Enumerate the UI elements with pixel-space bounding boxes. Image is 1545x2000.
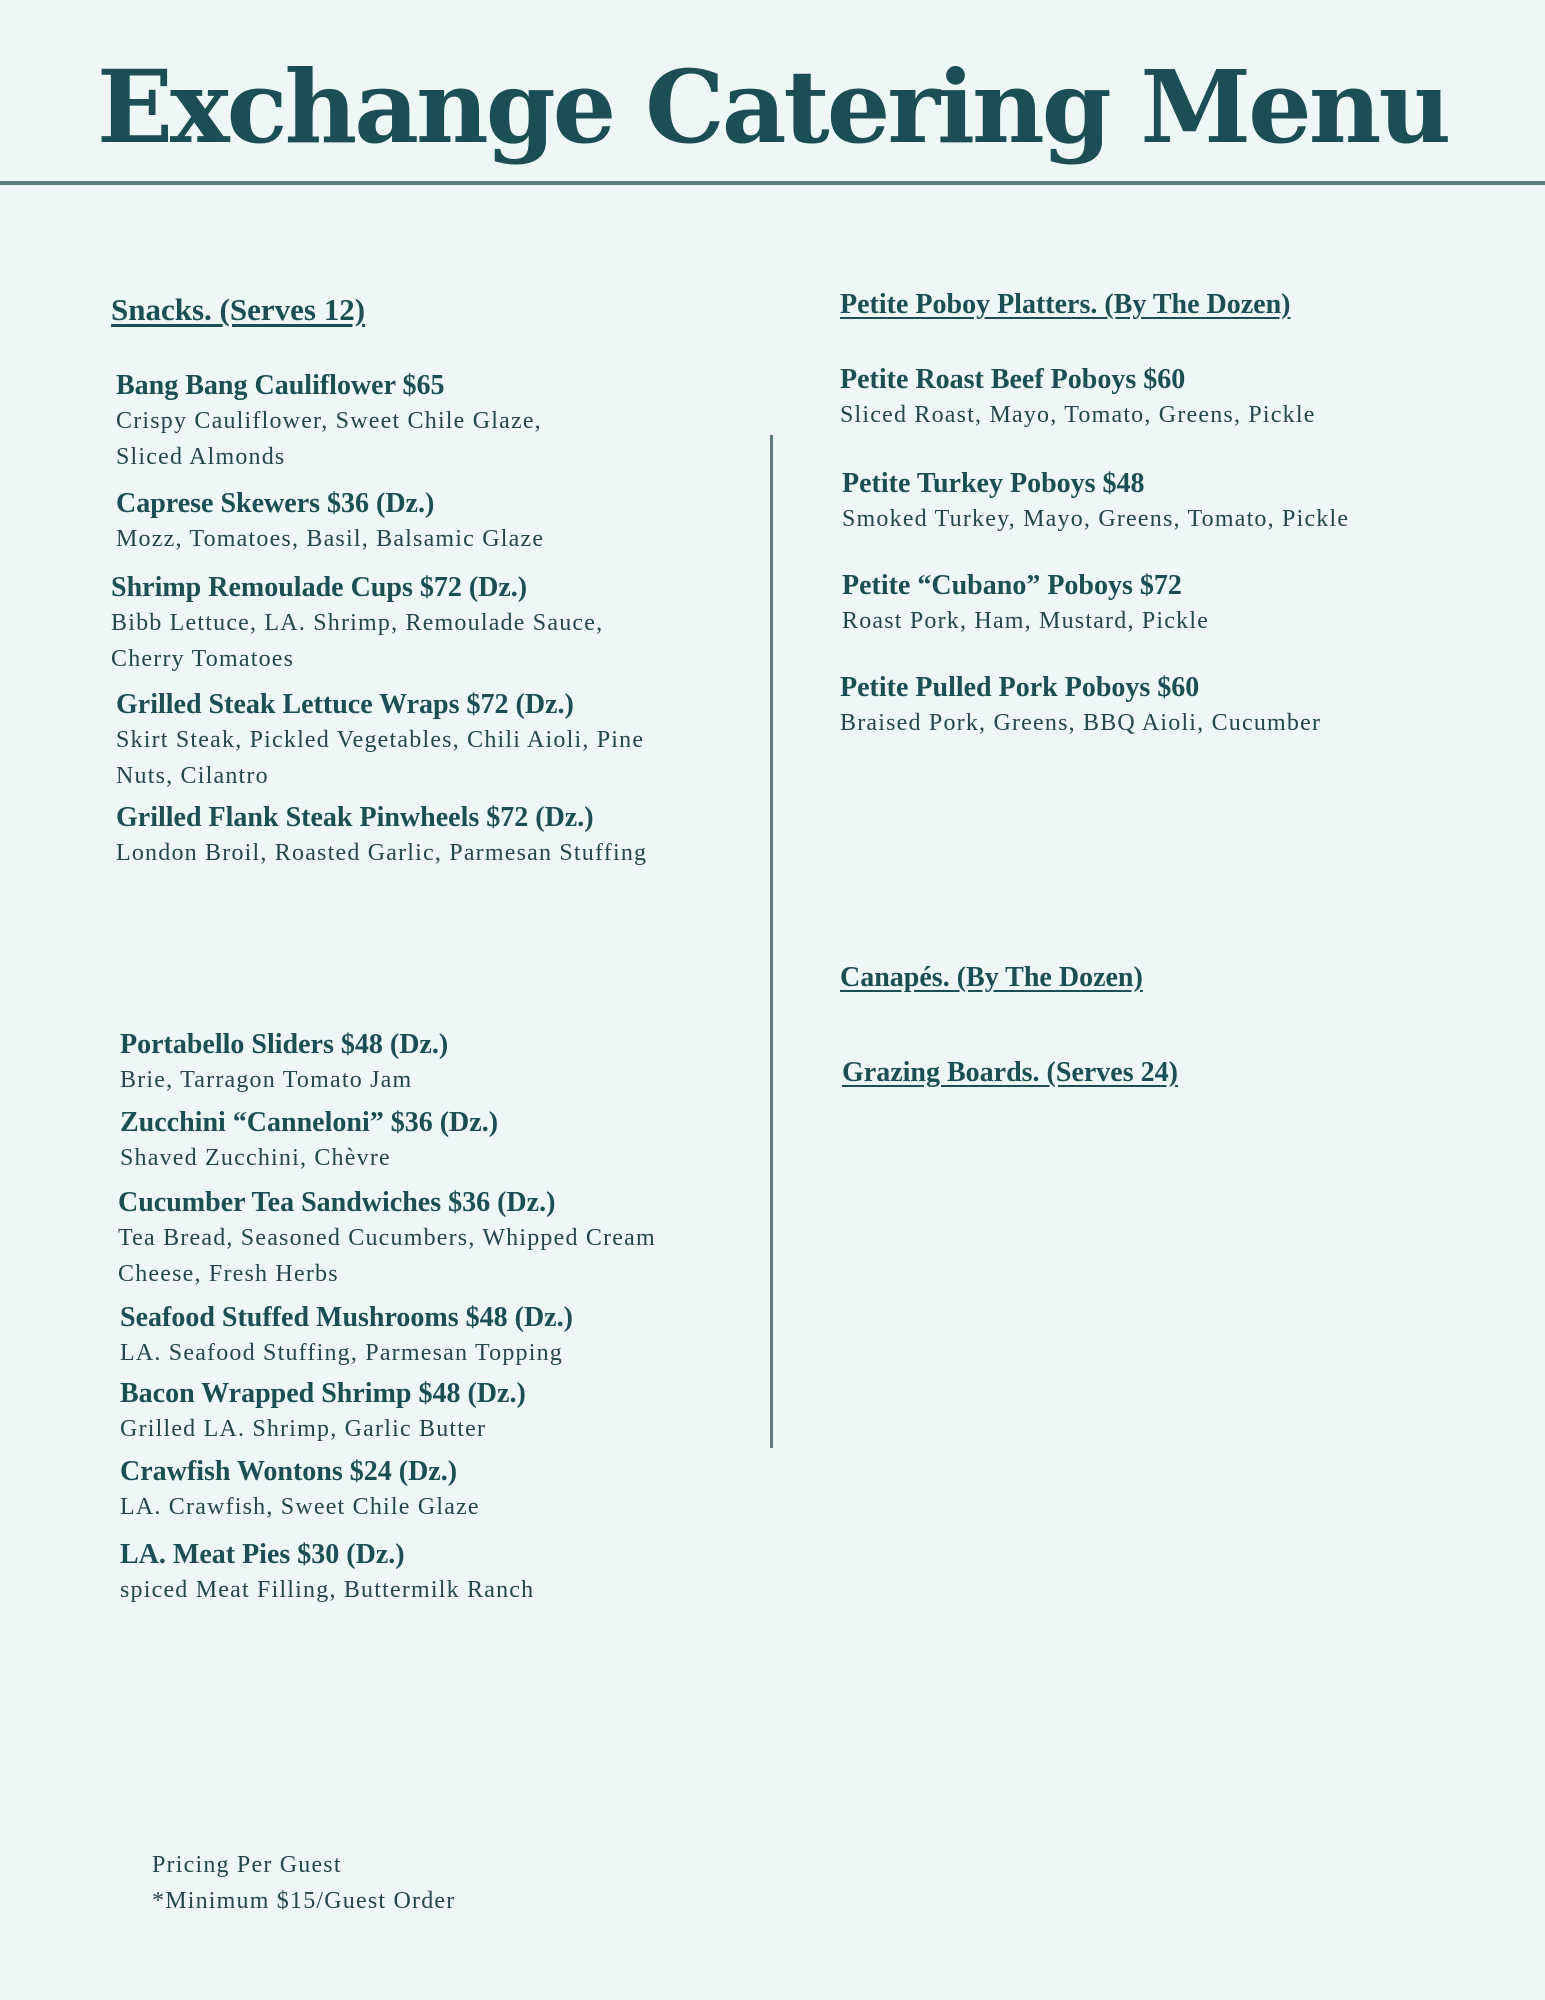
menu-item [120,1301,680,1371]
item-name: Grilled Flank Steak Pinwheels $72 (Dz.) [116,802,594,833]
page-title: Exchange Catering Menu [96,48,1449,166]
item-description: Braised Pork, Greens, BBQ Aioli, Cucumber [840,710,1322,736]
menu-item [842,467,1402,537]
item-description: Tea Bread, Seasoned Cucumbers, Whipped Cream Cheese, Fresh Herbs [118,1225,656,1287]
menu-item [120,1377,680,1447]
item-name: Grilled Steak Lettuce Wraps $72 (Dz.) [116,689,574,720]
item-description: Roast Pork, Ham, Mustard, Pickle [842,608,1210,634]
item-description: Grilled LA. Shrimp, Garlic Butter [120,1416,487,1442]
item-description: Mozz, Tomatoes, Basil, Balsamic Glaze [116,526,545,552]
item-description: Shaved Zucchini, Chèvre [120,1145,391,1171]
menu-item [116,688,676,794]
minimum-order-line: *Minimum $15/Guest Order [152,1888,456,1914]
item-name: Crawfish Wontons $24 (Dz.) [120,1456,458,1487]
item-description: LA. Seafood Stuffing, Parmesan Topping [120,1340,563,1366]
poboy-heading: Petite Poboy Platters. (By The Dozen) [840,289,1291,320]
item-name: Petite Turkey Poboys $48 [842,468,1145,499]
grazing-heading: Grazing Boards. (Serves 24) [842,1057,1178,1088]
pricing-line: Pricing Per Guest [152,1852,342,1878]
menu-item [840,363,1400,433]
item-description: Smoked Turkey, Mayo, Greens, Tomato, Pickle [842,506,1350,532]
item-name: Cucumber Tea Sandwiches $36 (Dz.) [118,1187,556,1218]
item-name: Zucchini “Canneloni” $36 (Dz.) [120,1107,499,1138]
item-description: Sliced Roast, Mayo, Tomato, Greens, Pickle [840,402,1316,428]
item-name: Bacon Wrapped Shrimp $48 (Dz.) [120,1378,526,1409]
item-description: London Broil, Roasted Garlic, Parmesan Stuffing [116,840,648,866]
item-description: Brie, Tarragon Tomato Jam [120,1067,413,1093]
menu-item [120,1455,680,1525]
menu-item [116,369,676,475]
item-name: Bang Bang Cauliflower $65 [116,370,445,401]
column-divider [770,435,773,1448]
snacks-heading: Snacks. (Serves 12) [111,292,366,327]
menu-item [116,801,676,871]
menu-item [840,671,1400,741]
menu-item [120,1028,680,1098]
item-name: LA. Meat Pies $30 (Dz.) [120,1539,405,1570]
item-name: Seafood Stuffed Mushrooms $48 (Dz.) [120,1302,573,1333]
title-divider [0,181,1545,185]
item-name: Shrimp Remoulade Cups $72 (Dz.) [111,572,528,603]
item-description: Bibb Lettuce, LA. Shrimp, Remoulade Sauce, Cherry Tomatoes [111,610,604,672]
canapes-heading: Canapés. (By The Dozen) [840,962,1143,993]
item-name: Petite “Cubano” Poboys $72 [842,570,1182,601]
item-name: Petite Roast Beef Poboys $60 [840,364,1186,395]
item-description: Crispy Cauliflower, Sweet Chile Glaze, Sliced Almonds [116,408,542,470]
menu-item [842,569,1402,639]
pricing-note [152,1847,455,1919]
menu-item [118,1186,678,1292]
item-name: Caprese Skewers $36 (Dz.) [116,488,435,519]
item-description: Skirt Steak, Pickled Vegetables, Chili Aioli, Pine Nuts, Cilantro [116,727,645,789]
menu-item [111,571,671,677]
menu-item [120,1106,680,1176]
item-name: Petite Pulled Pork Poboys $60 [840,672,1200,703]
item-name: Portabello Sliders $48 (Dz.) [120,1029,449,1060]
menu-item [116,487,676,557]
menu-item [120,1538,680,1608]
item-description: LA. Crawfish, Sweet Chile Glaze [120,1494,480,1520]
item-description: spiced Meat Filling, Buttermilk Ranch [120,1577,535,1603]
